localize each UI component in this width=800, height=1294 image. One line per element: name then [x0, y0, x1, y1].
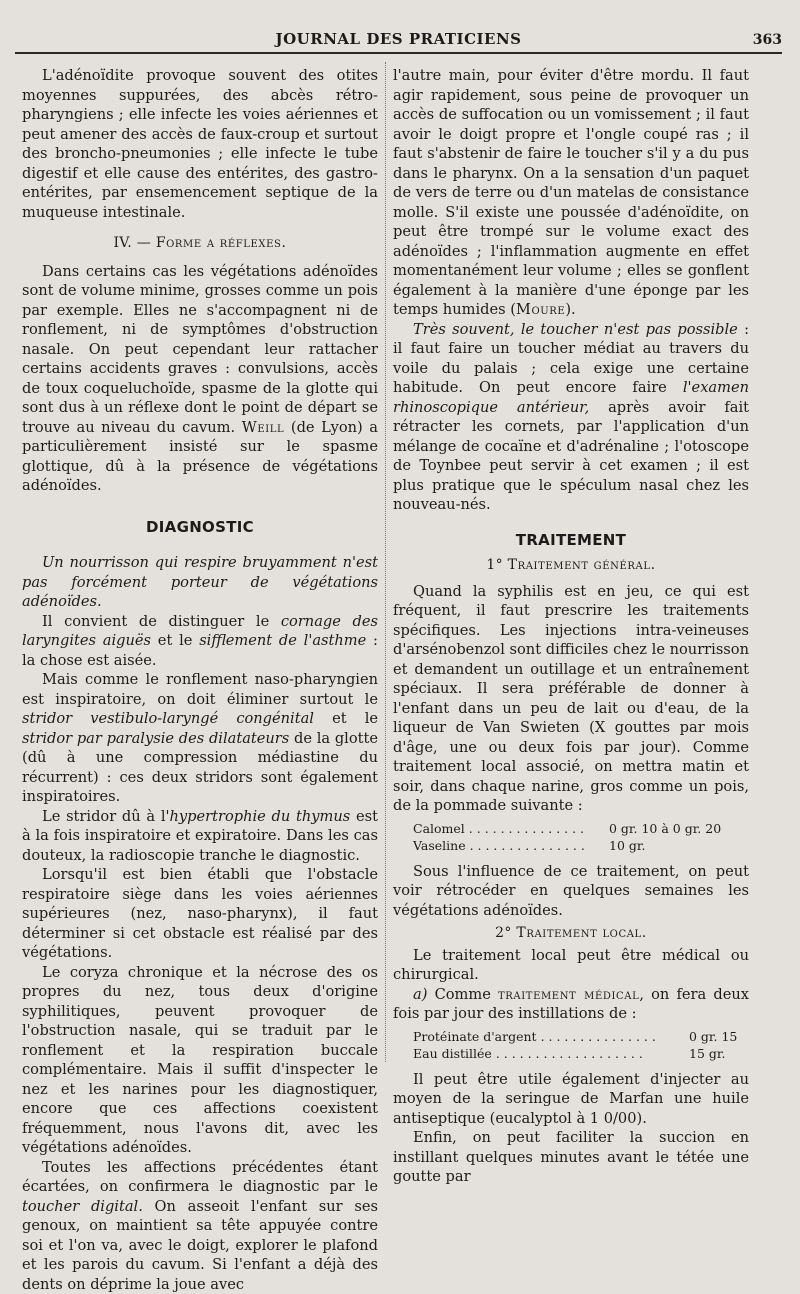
author-name: Moure	[516, 301, 565, 318]
paragraph-marfan: Il peut être utile également d'injecter au moyen de la seringue de Marfan une huile antiseptique (eucalyptol à 1 0/00).	[393, 1070, 749, 1129]
paragraph-medical: a) Comme traitement médical, on fera deux fois par jour des instillations de :	[393, 985, 749, 1024]
column-divider	[385, 62, 386, 1062]
paragraph-local: Le traitement local peut être médical ou chirurgical.	[393, 946, 749, 985]
right-column	[393, 66, 749, 1187]
paragraph-succion: Enfin, on peut faciliter la succion en instillant quelques minutes avant le tétée une goutte par	[393, 1128, 749, 1187]
section-heading-traitement: TRAITEMENT	[393, 531, 749, 551]
running-title: JOURNAL DES PRATICIENS	[15, 30, 782, 48]
paragraph-influence: Sous l'influence de ce traitement, on peut voir rétrocéder en quelques semaines les végétations adénoïdes.	[393, 862, 749, 921]
paragraph-toucher: Toutes les affections précédentes étant écartées, on confirmera le diagnostic par le toucher digital. On asseoit l'enfant sur ses genoux, on maintient sa tête appuyée contre soi et l'on va, avec le doigt, explorer le plafond et les parois du cavum. Si l'enfant a déjà des dents on déprime la joue avec	[22, 1158, 378, 1294]
paragraph-adenoidite: L'adénoïdite provoque souvent des otites moyennes suppurées, des abcès rétro-pharyngiens ; elle infecte les voies aériennes et peut amener des accès de faux-croup et surtout des broncho-pneumonies ; elle infecte le tube digestif et elle cause des entérites, des gastro-entérites, par ensemencement septique de la muqueuse intestinale.	[22, 66, 378, 222]
prescription-row: Protéinate d'argent . . . . . . . . . . . . . . . 0 gr. 15	[413, 1028, 749, 1045]
page-number: 363	[753, 32, 782, 48]
header-rule	[15, 52, 782, 54]
paragraph-syphilis: Quand la syphilis est en jeu, ce qui est fréquent, il faut prescrire les traitements spécifiques. Les injections intra-veineuses d'arsénobenzol sont difficiles chez le nourrisson et demandent un outillage et un entraînement spéciaux. Il sera préférable de donner à l'enfant dans un peu de lait ou d'eau, de la liqueur de Van Swieten (X gouttes par mois d'âge, une ou deux fois par jour). Comme traitement local associé, on mettra matin et soir, dans chaque narine, gros comme un pois, de la pommade suivante :	[393, 582, 749, 816]
prescription-row: Eau distillée . . . . . . . . . . . . . . . . . . . 15 gr.	[413, 1045, 749, 1062]
prescription-row: Vaseline . . . . . . . . . . . . . . . 10 gr.	[413, 837, 749, 854]
paragraph-stridor: Mais comme le ronflement naso-pharyngien est inspiratoire, on doit éliminer surtout le stridor vestibulo-laryngé congénital et le stridor par paralysie des dilatateurs de la glotte (dû à une compression médiastine du récurrent) : ces deux stridors sont également inspiratoires.	[22, 670, 378, 807]
page-header	[15, 28, 782, 50]
paragraph-coryza: Le coryza chronique et la nécrose des os propres du nez, tous deux d'origine syphilitiques, peuvent provoquer de l'obstruction nasale, qui se traduit par le ronflement et la respiration buccale complémentaire. Mais il suffit d'inspecter le nez et les narines pour les diagnostiquer, encore que ces affections coexistent fréquemment, nous l'avons dit, avec les végétations adénoïdes.	[22, 963, 378, 1158]
paragraph-obstacle: Lorsqu'il est bien établi que l'obstacle respiratoire siège dans les voies aériennes supérieures (nez, naso-pharynx), il faut déterminer si cet obstacle est réalisé par des végétations.	[22, 865, 378, 963]
subheading-number: IV. —	[113, 235, 155, 251]
subheading-traitement-local: 2° Traitement local.	[393, 924, 749, 944]
prescription-row: Calomel . . . . . . . . . . . . . . . 0 gr. 10 à 0 gr. 20	[413, 820, 749, 837]
subheading-text: Forme a réflexes.	[156, 235, 287, 251]
paragraph-reflexes: Dans certains cas les végétations adénoïdes sont de volume minime, grosses comme un pois par exemple. Elles ne s'accompagnent ni de ronflement, ni de symptômes d'obstruction nasale. On peut cependant leur rattacher certains accidents graves : convulsions, accès de toux coqueluchoïde, spasme de la glotte qui sont dus à un réflexe dont le point de départ se trouve au niveau du cavum. Weill (de Lyon) a particulièrement insisté sur le spasme glottique, dû à la présence de végétations adénoïdes.	[22, 262, 378, 496]
paragraph-toucher-mediat: Très souvent, le toucher n'est pas possible : il faut faire un toucher médiat au travers du voile du palais ; cela exige une certaine habitude. On peut encore faire l'examen rhinoscopique antérieur, après avoir fait rétracter les cornets, par l'application d'un mélange de cocaïne et d'adrénaline ; l'otoscope de Toynbee peut servir à cet examen ; il est plus pratique que le spéculum nasal chez les nouveau-nés.	[393, 320, 749, 515]
paragraph-thymus: Le stridor dû à l'hypertrophie du thymus est à la fois inspiratoire et expiratoire. Dans les cas douteux, la radioscopie tranche le diagnostic.	[22, 807, 378, 866]
paragraph-continuation: l'autre main, pour éviter d'être mordu. Il faut agir rapidement, sous peine de provoquer un accès de suffocation ou un vomissement ; il faut avoir le doigt propre et l'ongle coupé ras ; il faut s'abstenir de faire le toucher s'il y a du pus dans le pharynx. On a la sensation d'un paquet de vers de terre ou d'un matelas de consistance molle. S'il existe une poussée d'adénoïdite, on peut être trompé sur le volume exact des adénoïdes ; l'inflammation augmente en effet momentanément leur volume ; elles se gonflent également à la manière d'une éponge par les temps humides (Moure).	[393, 66, 749, 320]
subheading-forme-reflexes	[22, 234, 378, 254]
diagnostic-lead: Un nourrisson qui respire bruyamment n'est pas forcément porteur de végétations adénoïdes.	[22, 553, 378, 612]
left-column	[22, 66, 378, 1294]
paragraph-distinguer: Il convient de distinguer le cornage des laryngites aiguës et le sifflement de l'asthme : la chose est aisée.	[22, 612, 378, 671]
section-heading-diagnostic: DIAGNOSTIC	[22, 518, 378, 538]
prescription-pommade	[413, 820, 749, 854]
subheading-traitement-general: 1° Traitement général.	[393, 556, 749, 576]
prescription-instillation	[413, 1028, 749, 1062]
author-name: Weill	[242, 419, 285, 436]
